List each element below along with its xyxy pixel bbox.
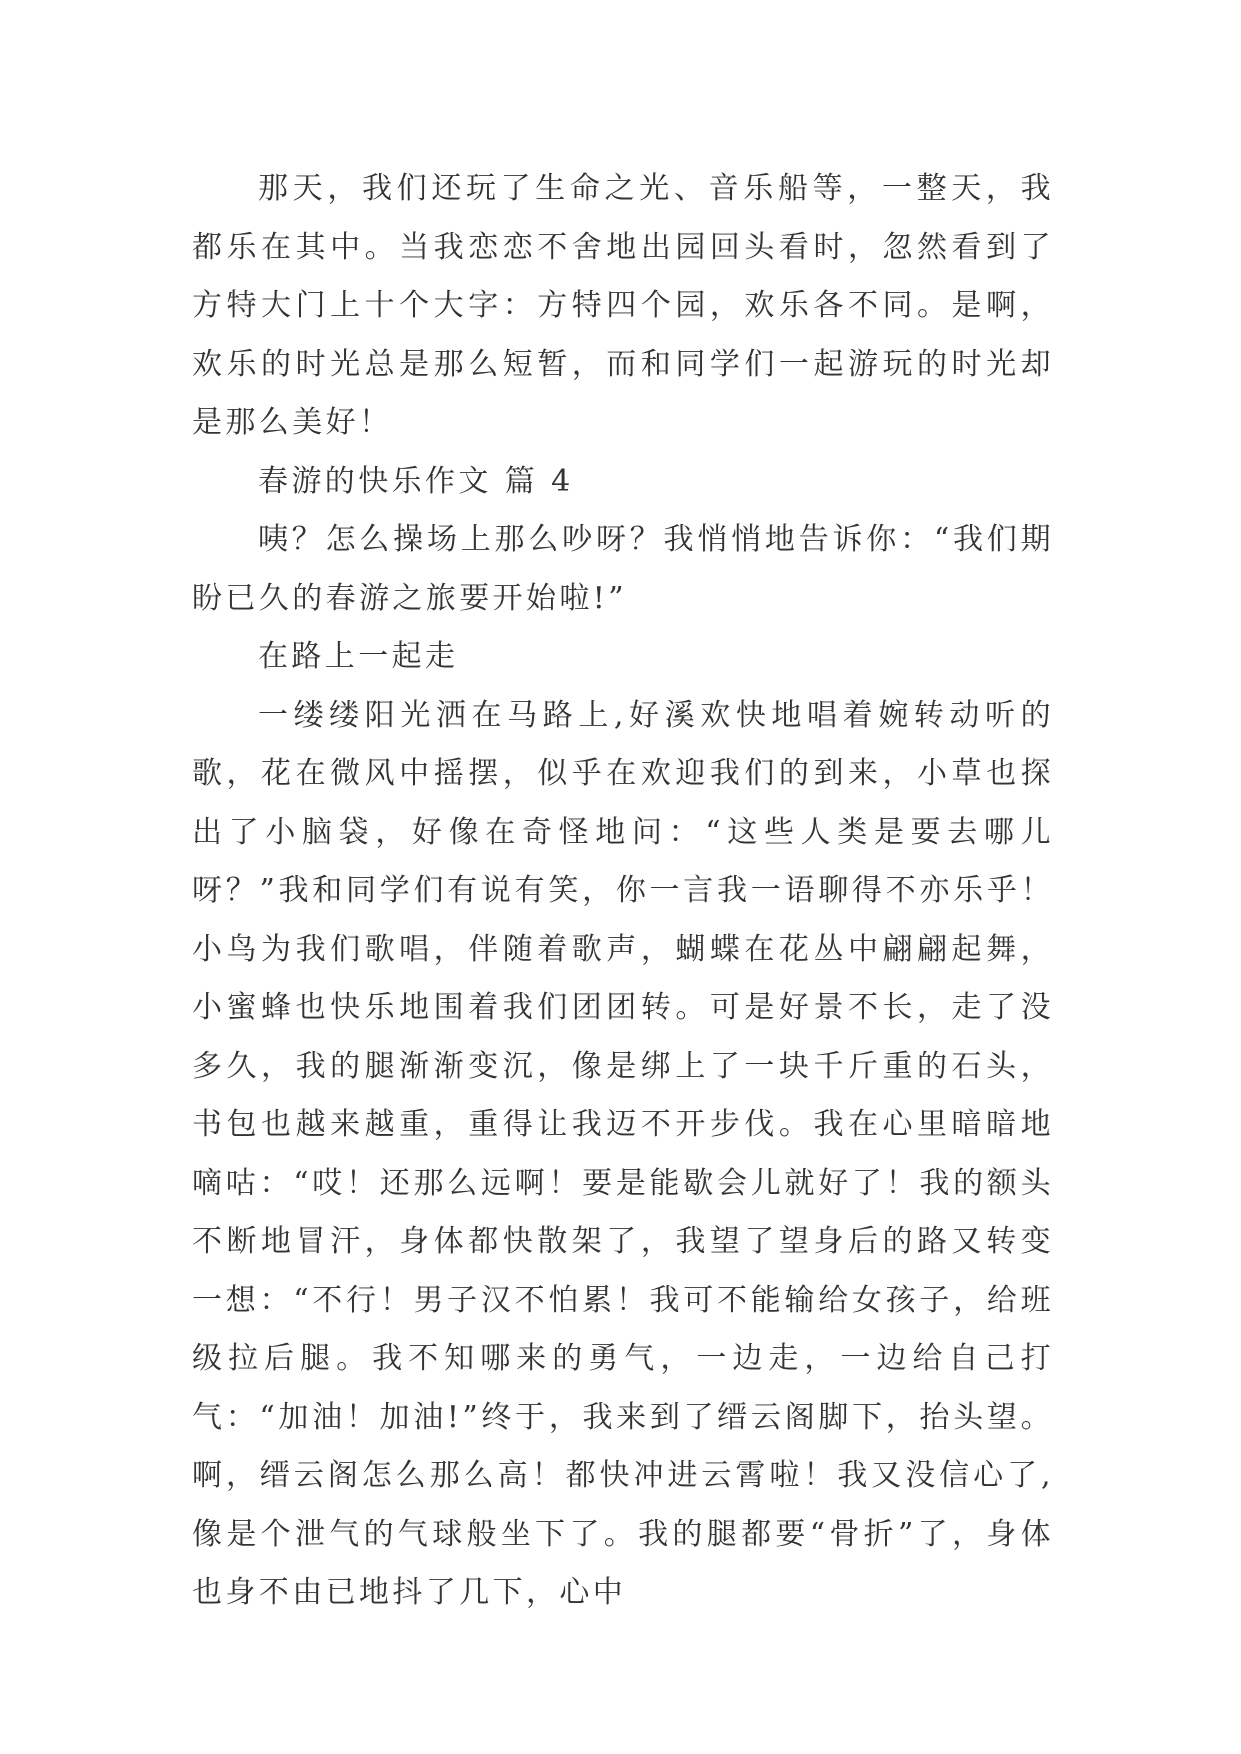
section-heading: 春游的快乐作文 篇 4 (258, 463, 574, 499)
paragraph-journey: 一缕缕阳光洒在马路上,好溪欢快地唱着婉转动听的歌，花在微风中摇摆，似乎在欢迎我们的到来，小草也探出了小脑袋，好像在奇怪地问：“这些人类是要去哪儿呀？”我和同学们有说有笑，你一言我一语聊得不亦乐乎！小鸟为我们歌唱，伴随着歌声，蝴蝶在花丛中翩翩起舞，小蜜蜂也快乐地围着我们团团转。可是好景不长，走了没多久，我的腿渐渐变沉，像是绑上了一块千斤重的石头，书包也越来越重，重得让我迈不开步伐。我在心里暗暗地嘀咕：“哎！还那么远啊！要是能歇会儿就好了！我的额头不断地冒汗，身体都快散架了，我望了望身后的路又转变一想：“不行！男子汉不怕累！我可不能输给女孩子，给班级拉后腿。我不知哪来的勇气，一边走，一边给自己打气：“加油！加油!”终于，我来到了缙云阁脚下，抬头望。啊，缙云阁怎么那么高！都快冲进云霄啦！我又没信心了,像是个泄气的气球般坐下了。我的腿都要“骨折”了，身体也身不由已地抖了几下，心中 (192, 697, 1054, 1610)
paragraph-day-summary: 那天，我们还玩了生命之光、音乐船等，一整天，我都乐在其中。当我恋恋不舍地出园回头看时，忽然看到了方特大门上十个大字：方特四个园，欢乐各不同。是啊，欢乐的时光总是那么短暂，而和同学们一起游玩的时光却是那么美好！ (192, 171, 1054, 440)
subheading: 在路上一起走 (258, 639, 459, 674)
paragraph-intro: 咦？怎么操场上那么吵呀？我悄悄地告诉你：“我们期盼已久的春游之旅要开始啦!” (192, 522, 1054, 616)
document-body (192, 160, 1054, 1623)
